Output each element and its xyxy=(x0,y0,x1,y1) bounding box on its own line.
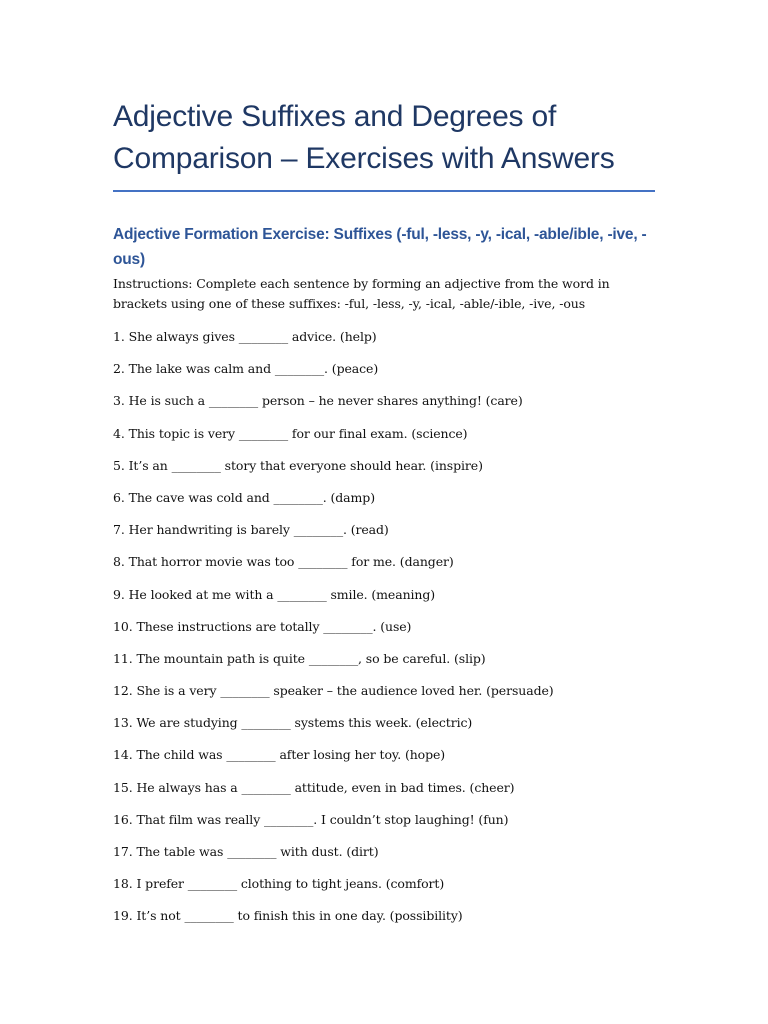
exercise-item-1: 1. She always gives ________ advice. (help) xyxy=(113,329,377,344)
exercise-item-2: 2. The lake was calm and ________. (peace) xyxy=(113,361,379,377)
exercise-item-4: 4. This topic is very ________ for our final exam. (science) xyxy=(113,425,468,441)
exercise-item-17: 17. The table was ________ with dust. (dirt) xyxy=(113,844,379,859)
exercise-item-6: 6. The cave was cold and ________. (damp) xyxy=(113,489,375,505)
exercise-item-10: 10. These instructions are totally ________. (use) xyxy=(113,618,412,634)
exercise-item-12: 12. She is a very ________ speaker – the audience loved her. (persuade) xyxy=(113,683,554,699)
instructions-paragraph: Instructions: Complete each sentence by forming an adjective from the word in brackets using one of these suffixes: -ful, -less, -y, -ical, -able/-ible, -ive, -ous xyxy=(113,276,610,311)
exercise-item-9: 9. He looked at me with a ________ smile. (meaning) xyxy=(113,586,436,602)
document-title: Adjective Suffixes and Degrees of Comparison – Exercises with Answers xyxy=(113,100,615,175)
document-page xyxy=(113,96,655,939)
exercise-item-16: 16. That film was really ________. I couldn’t stop laughing! (fun) xyxy=(113,811,509,827)
title-underline-rule xyxy=(113,190,655,192)
exercise-list xyxy=(113,327,655,925)
exercise-item-11: 11. The mountain path is quite ________, so be careful. (slip) xyxy=(113,650,486,666)
exercise-item-19: 19. It’s not ________ to finish this in one day. (possibility) xyxy=(113,908,463,924)
exercise-item-14: 14. The child was ________ after losing her toy. (hope) xyxy=(113,747,446,763)
exercise-item-3: 3. He is such a ________ person – he never shares anything! (care) xyxy=(113,393,523,409)
exercise-item-15: 15. He always has a ________ attitude, even in bad times. (cheer) xyxy=(113,779,515,795)
exercise-item-13: 13. We are studying ________ systems this week. (electric) xyxy=(113,715,473,731)
section-heading: Adjective Formation Exercise: Suffixes (-ful, -less, -y, -ical, -able/ible, -ive, -ous) xyxy=(113,226,647,268)
exercise-item-18: 18. I prefer ________ clothing to tight jeans. (comfort) xyxy=(113,876,445,892)
exercise-item-7: 7. Her handwriting is barely ________. (read) xyxy=(113,522,389,538)
exercise-item-5: 5. It’s an ________ story that everyone should hear. (inspire) xyxy=(113,457,483,473)
exercise-item-8: 8. That horror movie was too ________ for me. (danger) xyxy=(113,554,454,570)
